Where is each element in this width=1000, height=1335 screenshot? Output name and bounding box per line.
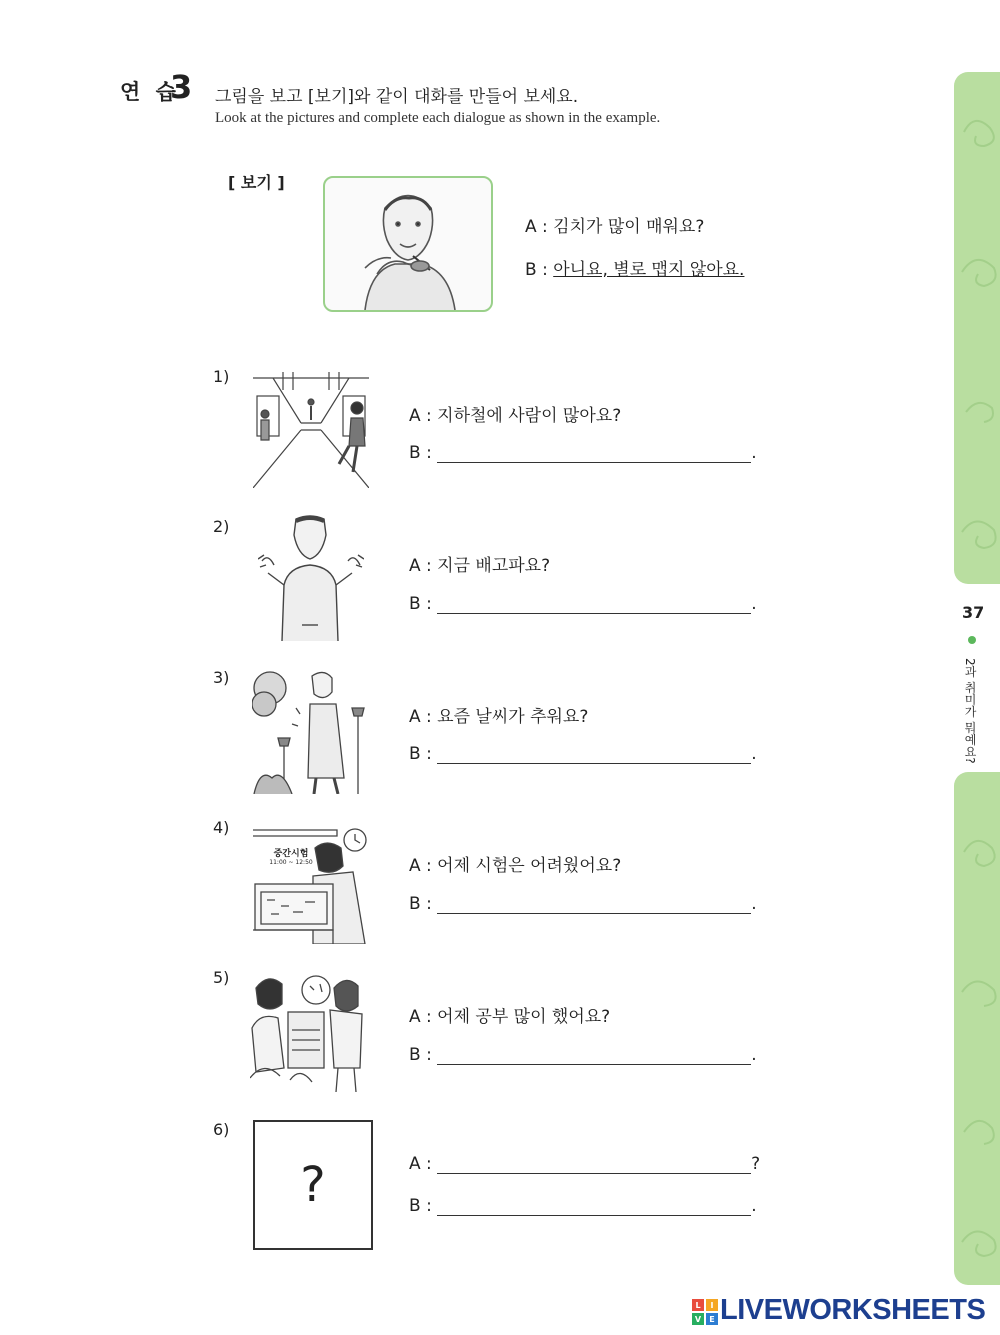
cloud-pattern-icon-lower bbox=[954, 772, 1000, 1285]
cloud-pattern-icon bbox=[954, 72, 1000, 584]
liveworksheets-brand: LIVEWORKSHEETS bbox=[720, 1294, 986, 1326]
item-6-b-prefix: B : bbox=[409, 1196, 432, 1216]
item-5-b-prefix: B : bbox=[409, 1045, 432, 1065]
picture-man-shaking-hands bbox=[258, 515, 364, 641]
picture-exam-room bbox=[253, 826, 371, 944]
item-6-question-line bbox=[409, 1154, 760, 1174]
logo-letter: I bbox=[710, 1301, 714, 1310]
item-number-5: 5) bbox=[213, 968, 230, 987]
item-6-question-blank[interactable] bbox=[437, 1155, 751, 1174]
picture-man-in-autumn bbox=[252, 668, 370, 794]
item-number-2: 2) bbox=[213, 517, 230, 536]
item-number-6: 6) bbox=[213, 1120, 230, 1139]
example-b-end: . bbox=[739, 260, 745, 280]
item-6-answer-blank[interactable] bbox=[437, 1197, 751, 1216]
instruction-korean: 그림을 보고 [보기]와 같이 대화를 만들어 보세요. bbox=[215, 87, 579, 107]
side-tab-lower bbox=[954, 772, 1000, 1285]
exam-sign-title: 중간시험 bbox=[273, 849, 309, 859]
page-number: 37 bbox=[962, 603, 985, 622]
example-a-text: 김치가 많이 매워요? bbox=[553, 217, 705, 237]
side-tab-upper bbox=[954, 72, 1000, 584]
man-waving-illustration bbox=[258, 515, 364, 641]
exam-sign-time: 11:00 ~ 12:50 bbox=[269, 859, 313, 866]
picture-subway bbox=[253, 368, 369, 488]
item-4-end: . bbox=[751, 894, 757, 914]
exam-sign bbox=[255, 830, 327, 870]
liveworksheets-logo-icon bbox=[692, 1299, 718, 1325]
item-1-b-prefix: B : bbox=[409, 443, 432, 463]
item-5-question: A : 어제 공부 많이 했어요? bbox=[409, 1007, 611, 1027]
item-1-question: A : 지하철에 사람이 많아요? bbox=[409, 406, 622, 426]
item-6-end: . bbox=[751, 1196, 757, 1216]
item-4-answer-blank[interactable] bbox=[437, 895, 751, 914]
item-2-answer-line bbox=[409, 594, 757, 614]
logo-letter: V bbox=[694, 1315, 702, 1324]
subway-illustration bbox=[253, 368, 369, 488]
picture-party bbox=[250, 968, 372, 1092]
item-4-answer-line bbox=[409, 894, 757, 914]
logo-letter: L bbox=[695, 1301, 701, 1310]
item-4-question: A : 어제 시험은 어려웠어요? bbox=[409, 856, 622, 876]
item-3-answer-blank[interactable] bbox=[437, 745, 751, 764]
item-3-b-prefix: B : bbox=[409, 744, 432, 764]
item-1-answer-blank[interactable] bbox=[437, 444, 751, 463]
example-line-b bbox=[525, 255, 744, 280]
item-3-end: . bbox=[751, 744, 757, 764]
item-5-answer-line bbox=[409, 1045, 757, 1065]
item-3-answer-line bbox=[409, 744, 757, 764]
item-number-1: 1) bbox=[213, 367, 230, 386]
example-b-prefix: B : bbox=[525, 260, 554, 280]
autumn-man-illustration bbox=[252, 668, 370, 794]
item-6-a-prefix: A : bbox=[409, 1154, 432, 1174]
item-3-question: A : 요즘 날씨가 추워요? bbox=[409, 707, 589, 727]
example-label: [ 보기 ] bbox=[228, 173, 285, 192]
item-1-answer-line bbox=[409, 443, 757, 463]
logo-letter: E bbox=[709, 1315, 715, 1324]
example-b-answer: 아니요, 별로 맵지 않아요 bbox=[553, 260, 740, 280]
bullet-dot-icon bbox=[968, 636, 976, 644]
item-2-question: A : 지금 배고파요? bbox=[409, 556, 551, 576]
exercise-number: 3 bbox=[170, 68, 193, 106]
item-2-answer-blank[interactable] bbox=[437, 595, 751, 614]
example-picture-man-eating-kimchi bbox=[323, 176, 493, 312]
exercise-label: 연 습 bbox=[120, 80, 180, 104]
instruction-english: Look at the pictures and complete each dialogue as shown in the example. bbox=[215, 110, 661, 126]
item-6-answer-line bbox=[409, 1196, 757, 1216]
example-a-prefix: A : bbox=[525, 217, 554, 237]
item-5-answer-blank[interactable] bbox=[437, 1046, 751, 1065]
item-number-4: 4) bbox=[213, 818, 230, 837]
item-1-end: . bbox=[751, 443, 757, 463]
item-5-end: . bbox=[751, 1045, 757, 1065]
example-line-a bbox=[525, 212, 704, 237]
question-mark: ? bbox=[300, 1157, 326, 1213]
item-2-end: . bbox=[751, 594, 757, 614]
logo-grid-icon bbox=[692, 1299, 718, 1325]
item-number-3: 3) bbox=[213, 668, 230, 687]
picture-question-box bbox=[253, 1120, 373, 1250]
item-6-a-end: ? bbox=[751, 1154, 761, 1174]
item-4-b-prefix: B : bbox=[409, 894, 432, 914]
man-eating-illustration bbox=[325, 178, 491, 310]
item-2-b-prefix: B : bbox=[409, 594, 432, 614]
chapter-title: 2과 취미가 뭐예요? bbox=[963, 658, 977, 764]
party-illustration bbox=[250, 968, 372, 1092]
